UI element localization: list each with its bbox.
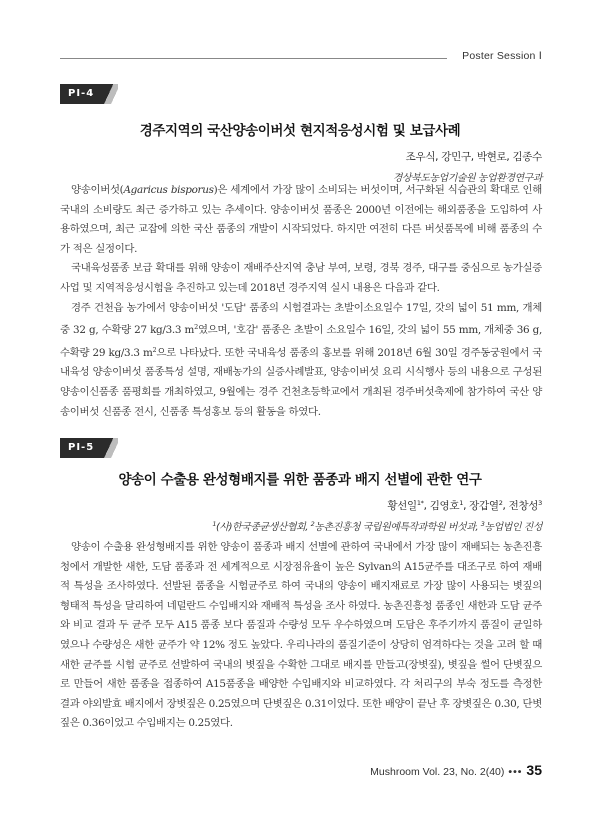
affiliation-text: (사)한국종균생산협회, (216, 522, 311, 533)
superscript: 3 (538, 499, 542, 507)
journal-citation: Mushroom Vol. 23, No. 2(40) (370, 766, 505, 778)
author-name: , 장갑열 (463, 500, 499, 512)
footer-dots: ••• (508, 766, 523, 778)
superscript: 1* (416, 499, 424, 507)
paragraph (60, 181, 542, 259)
paragraph-text: 양송이버섯( (71, 184, 124, 196)
section-tag (60, 438, 118, 458)
section-tag-label: PⅠ-4 (60, 84, 104, 104)
session-label: Poster Session Ⅰ (462, 50, 542, 62)
section-tag (60, 84, 118, 104)
superscript: 1 (459, 499, 464, 507)
header-rule (60, 58, 447, 59)
paragraph-text: 경주 건천읍 농가에서 양송이버섯 '도담' 품종의 시험결과는 초발이소요일수 17일, 갓의 넓이 51 mm, 개체중 32 g, 수확량 27 kg/3.3 m (60, 301, 542, 337)
section-title: 경주지역의 국산양송이버섯 현지적응성시험 및 보급사례 (139, 123, 461, 139)
section-body (60, 538, 542, 734)
paragraph-text: )은 세계에서 가장 많이 소비되는 버섯이며, 서구화된 식습관의 확대로 인해 국내의 소비량도 최근 증가하고 있는 추세이다. 양송이버섯 품종은 2000년 이전에는 해외품종을 도입하여 사용하였으며, 최근 교잡에 의한 국산 품종의 개발이 시작되었다. 하지만 여전히 다른 버섯품목에 비해 품종의 수가 적은 실정이다. (60, 184, 542, 255)
paragraph: 국내육성품종 보급 확대를 위해 양송이 재배주산지역 충남 부여, 보령, 경북 경주, 대구를 중심으로 농가실증사업 및 지역적응성시험을 추진하고 있는데 2018년 경주지역 실시 내용은 다음과 같다. (60, 262, 542, 294)
superscript: 2 (152, 345, 157, 354)
superscript: 2 (310, 520, 315, 528)
affiliation-text: 농업법인 진성 (484, 522, 542, 533)
section-tag-slant (104, 438, 118, 458)
paragraph-text: 였으며, '호감' 품종은 초발이 소요일수 16일, 갓의 넓이 55 mm, 개체중 36 g, 수확량 29 kg/3.3 m (60, 324, 542, 359)
superscript: 1 (212, 520, 217, 528)
superscript: 2 (194, 323, 198, 332)
section-authors (387, 498, 542, 513)
paragraph (60, 299, 542, 423)
paragraph-text: 으로 나타났다. 또한 국내육성 품종의 홍보를 위해 2018년 6월 30일 경주동궁원에서 국내육성 양송이버섯 품종특성 설명, 재배농가의 실증사례발표, 양송이버섯 요리 시식행사 등의 내용으로 구성된 양송이신품종 품평회를 개최하였고, 9월에는 경주 건천초등학교에서 개최된 경주버섯축제에 참가하여 국산 양송이버섯 신품종 전시, 신품종 특성홍보 등의 활동을 하였다. (60, 346, 542, 418)
section-tag-label: PⅠ-5 (60, 438, 104, 458)
superscript: 2 (498, 499, 503, 507)
section-affiliation: 경상북도농업기술원 농업환경연구과 (392, 173, 542, 184)
affiliation-text: 농촌진흥청 국립원예특작과학원 버섯과, (314, 522, 481, 533)
section-affiliation (212, 518, 542, 533)
superscript: 3 (480, 520, 485, 528)
section-body (60, 181, 542, 422)
author-name: , 전창성 (502, 500, 539, 512)
species-name: Agaricus bisporus (123, 184, 214, 196)
section-tag-slant (104, 84, 118, 104)
page-footer (370, 762, 542, 778)
page-number: 35 (526, 762, 542, 778)
section-title: 양송이 수출용 완성형배지를 위한 품종과 배지 선별에 관한 연구 (118, 472, 482, 488)
section-authors: 조우식, 강민구, 박현로, 김종수 (405, 151, 542, 163)
paragraph: 양송이 수출용 완성형배지를 위한 양송이 품종과 배지 선별에 관하여 국내에서 가장 많이 재배되는 농촌진흥청에서 개발한 새한, 도담 품종과 전 세계적으로 시장점유율이 높은 Sylvan의 A15균주를 대조구로 하여 재배적 특성을 조사하였다. 선발된 품종을 시험균주로 하여 국내의 양송이 배지재료로 가장 많이 사용되는 볏짚의 형태적 특성을 달리하여 네덜란드 수입배지와 재배적 특성을 조사 하였다. 농촌진흥청 품종인 새한과 도담 균주와 비교 결과 두 균주 모두 A15 품종 보다 품질과 수량성 모두 우수하였으며 도담은 후주기까지 품질이 균일하였으나 수량성은 새한 균주가 약 12% 정도 높았다. 우리나라의 품질기준이 상당히 엄격하다는 것을 고려 할 때 새한 균주를 시험 균주로 선발하여 국내의 볏짚을 수확한 그대로 배지를 만들고(장볏짚), 볏짚을 썰어 단볏짚으로 만들어 새한 품종을 접종하여 A15품종을 배양한 수입배지와 비교하였다. 각 처리구의 부숙 정도를 측정한 결과 야외발효 배지에서 장볏짚은 0.25였으며 단볏짚은 0.31이었다. 또한 배양이 끝난 후 장볏짚은 0.30, 단볏짚은 0.36이었고 수입배지는 0.25였다. (60, 541, 542, 730)
author-name: 황선일 (387, 500, 417, 512)
author-name: , 김영호 (423, 500, 460, 512)
